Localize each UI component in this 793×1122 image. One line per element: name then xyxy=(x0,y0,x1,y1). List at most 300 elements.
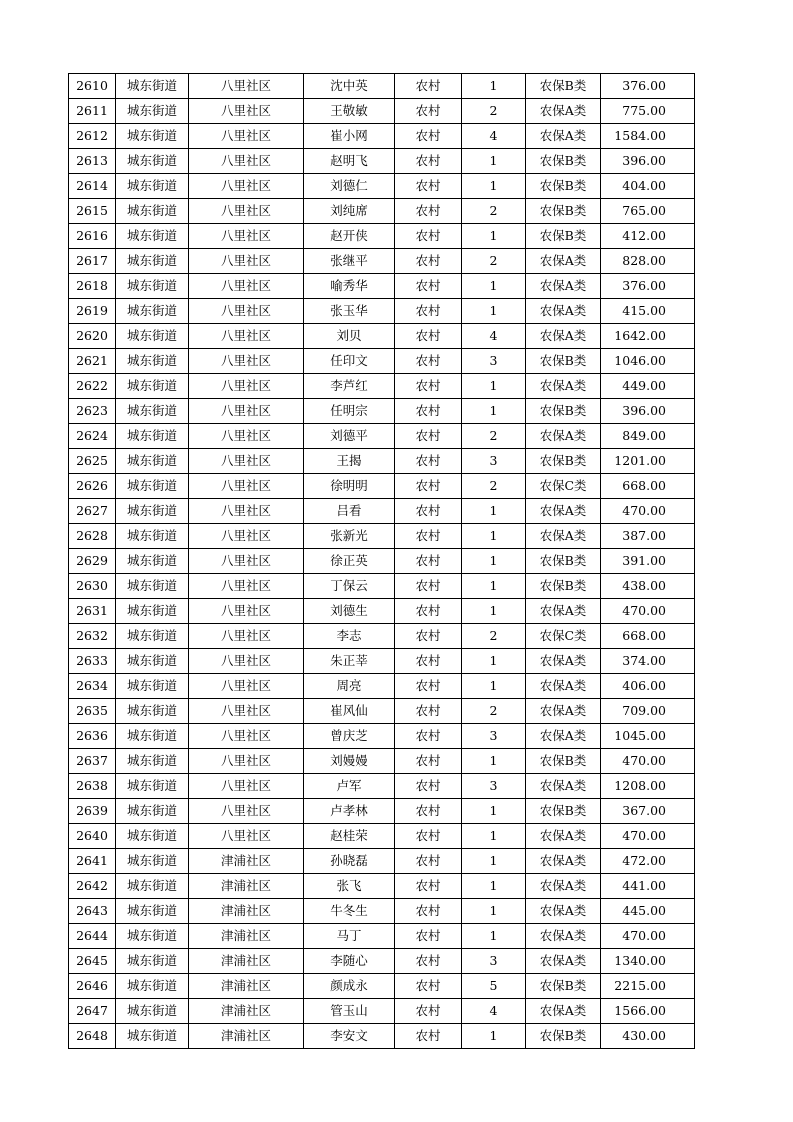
household-count-cell: 1 xyxy=(462,799,526,824)
street-cell: 城东街道 xyxy=(116,874,189,899)
area-type-cell: 农村 xyxy=(395,999,462,1024)
table-row xyxy=(69,424,695,449)
name-cell: 张新光 xyxy=(304,524,395,549)
name-cell: 崔风仙 xyxy=(304,699,395,724)
amount-cell: 406.00 xyxy=(601,674,695,699)
category-cell: 农保A类 xyxy=(526,499,601,524)
area-type-cell: 农村 xyxy=(395,199,462,224)
row-number: 2633 xyxy=(69,649,116,674)
name-cell: 李随心 xyxy=(304,949,395,974)
street-cell: 城东街道 xyxy=(116,599,189,624)
amount-cell: 449.00 xyxy=(601,374,695,399)
row-number: 2630 xyxy=(69,574,116,599)
name-cell: 颜成永 xyxy=(304,974,395,999)
area-type-cell: 农村 xyxy=(395,324,462,349)
row-number: 2637 xyxy=(69,749,116,774)
household-count-cell: 3 xyxy=(462,949,526,974)
row-number: 2615 xyxy=(69,199,116,224)
street-cell: 城东街道 xyxy=(116,574,189,599)
street-cell: 城东街道 xyxy=(116,99,189,124)
area-type-cell: 农村 xyxy=(395,499,462,524)
row-number: 2635 xyxy=(69,699,116,724)
amount-cell: 775.00 xyxy=(601,99,695,124)
street-cell: 城东街道 xyxy=(116,374,189,399)
area-type-cell: 农村 xyxy=(395,424,462,449)
category-cell: 农保B类 xyxy=(526,74,601,99)
community-cell: 津浦社区 xyxy=(189,874,304,899)
table-row xyxy=(69,999,695,1024)
name-cell: 徐明明 xyxy=(304,474,395,499)
street-cell: 城东街道 xyxy=(116,399,189,424)
household-count-cell: 4 xyxy=(462,324,526,349)
name-cell: 刘德生 xyxy=(304,599,395,624)
table-row xyxy=(69,324,695,349)
category-cell: 农保B类 xyxy=(526,224,601,249)
household-count-cell: 1 xyxy=(462,749,526,774)
table-row xyxy=(69,349,695,374)
community-cell: 八里社区 xyxy=(189,474,304,499)
area-type-cell: 农村 xyxy=(395,274,462,299)
row-number: 2623 xyxy=(69,399,116,424)
table-row xyxy=(69,549,695,574)
street-cell: 城东街道 xyxy=(116,474,189,499)
area-type-cell: 农村 xyxy=(395,649,462,674)
table-row xyxy=(69,849,695,874)
category-cell: 农保A类 xyxy=(526,599,601,624)
household-count-cell: 1 xyxy=(462,924,526,949)
community-cell: 八里社区 xyxy=(189,349,304,374)
area-type-cell: 农村 xyxy=(395,699,462,724)
amount-cell: 412.00 xyxy=(601,224,695,249)
category-cell: 农保B类 xyxy=(526,1024,601,1049)
amount-cell: 470.00 xyxy=(601,499,695,524)
community-cell: 八里社区 xyxy=(189,699,304,724)
amount-cell: 404.00 xyxy=(601,174,695,199)
area-type-cell: 农村 xyxy=(395,749,462,774)
community-cell: 八里社区 xyxy=(189,574,304,599)
street-cell: 城东街道 xyxy=(116,999,189,1024)
category-cell: 农保A类 xyxy=(526,774,601,799)
community-cell: 八里社区 xyxy=(189,499,304,524)
row-number: 2638 xyxy=(69,774,116,799)
area-type-cell: 农村 xyxy=(395,824,462,849)
street-cell: 城东街道 xyxy=(116,199,189,224)
area-type-cell: 农村 xyxy=(395,949,462,974)
row-number: 2636 xyxy=(69,724,116,749)
household-count-cell: 2 xyxy=(462,99,526,124)
area-type-cell: 农村 xyxy=(395,474,462,499)
area-type-cell: 农村 xyxy=(395,249,462,274)
category-cell: 农保A类 xyxy=(526,824,601,849)
amount-cell: 1208.00 xyxy=(601,774,695,799)
street-cell: 城东街道 xyxy=(116,349,189,374)
amount-cell: 470.00 xyxy=(601,749,695,774)
household-count-cell: 1 xyxy=(462,549,526,574)
area-type-cell: 农村 xyxy=(395,174,462,199)
row-number: 2626 xyxy=(69,474,116,499)
area-type-cell: 农村 xyxy=(395,674,462,699)
table-row xyxy=(69,299,695,324)
street-cell: 城东街道 xyxy=(116,74,189,99)
table-row xyxy=(69,724,695,749)
amount-cell: 668.00 xyxy=(601,474,695,499)
name-cell: 李芦红 xyxy=(304,374,395,399)
table-row xyxy=(69,824,695,849)
street-cell: 城东街道 xyxy=(116,124,189,149)
community-cell: 八里社区 xyxy=(189,824,304,849)
street-cell: 城东街道 xyxy=(116,549,189,574)
row-number: 2627 xyxy=(69,499,116,524)
row-number: 2631 xyxy=(69,599,116,624)
community-cell: 八里社区 xyxy=(189,124,304,149)
name-cell: 孙晓磊 xyxy=(304,849,395,874)
street-cell: 城东街道 xyxy=(116,974,189,999)
category-cell: 农保B类 xyxy=(526,799,601,824)
community-cell: 八里社区 xyxy=(189,149,304,174)
category-cell: 农保A类 xyxy=(526,849,601,874)
community-cell: 八里社区 xyxy=(189,524,304,549)
amount-cell: 1045.00 xyxy=(601,724,695,749)
household-count-cell: 4 xyxy=(462,999,526,1024)
amount-cell: 438.00 xyxy=(601,574,695,599)
name-cell: 王揭 xyxy=(304,449,395,474)
street-cell: 城东街道 xyxy=(116,824,189,849)
table-row xyxy=(69,699,695,724)
table-row xyxy=(69,174,695,199)
amount-cell: 472.00 xyxy=(601,849,695,874)
category-cell: 农保C类 xyxy=(526,624,601,649)
name-cell: 张飞 xyxy=(304,874,395,899)
category-cell: 农保A类 xyxy=(526,99,601,124)
amount-cell: 367.00 xyxy=(601,799,695,824)
area-type-cell: 农村 xyxy=(395,874,462,899)
amount-cell: 391.00 xyxy=(601,549,695,574)
table-row xyxy=(69,399,695,424)
row-number: 2639 xyxy=(69,799,116,824)
street-cell: 城东街道 xyxy=(116,724,189,749)
area-type-cell: 农村 xyxy=(395,774,462,799)
street-cell: 城东街道 xyxy=(116,699,189,724)
area-type-cell: 农村 xyxy=(395,74,462,99)
street-cell: 城东街道 xyxy=(116,224,189,249)
household-count-cell: 1 xyxy=(462,899,526,924)
household-count-cell: 3 xyxy=(462,724,526,749)
community-cell: 八里社区 xyxy=(189,624,304,649)
area-type-cell: 农村 xyxy=(395,374,462,399)
category-cell: 农保B类 xyxy=(526,199,601,224)
area-type-cell: 农村 xyxy=(395,599,462,624)
table-row xyxy=(69,974,695,999)
household-count-cell: 1 xyxy=(462,824,526,849)
community-cell: 津浦社区 xyxy=(189,949,304,974)
street-cell: 城东街道 xyxy=(116,899,189,924)
area-type-cell: 农村 xyxy=(395,299,462,324)
category-cell: 农保A类 xyxy=(526,699,601,724)
amount-cell: 396.00 xyxy=(601,149,695,174)
area-type-cell: 农村 xyxy=(395,124,462,149)
name-cell: 徐正英 xyxy=(304,549,395,574)
household-count-cell: 3 xyxy=(462,774,526,799)
table-row xyxy=(69,449,695,474)
area-type-cell: 农村 xyxy=(395,449,462,474)
table-row xyxy=(69,674,695,699)
table-row xyxy=(69,949,695,974)
household-count-cell: 1 xyxy=(462,574,526,599)
table-row xyxy=(69,99,695,124)
household-count-cell: 1 xyxy=(462,399,526,424)
name-cell: 喻秀华 xyxy=(304,274,395,299)
row-number: 2621 xyxy=(69,349,116,374)
household-count-cell: 1 xyxy=(462,849,526,874)
area-type-cell: 农村 xyxy=(395,524,462,549)
community-cell: 八里社区 xyxy=(189,774,304,799)
category-cell: 农保B类 xyxy=(526,349,601,374)
name-cell: 任印文 xyxy=(304,349,395,374)
household-count-cell: 1 xyxy=(462,224,526,249)
name-cell: 刘德平 xyxy=(304,424,395,449)
row-number: 2619 xyxy=(69,299,116,324)
community-cell: 八里社区 xyxy=(189,199,304,224)
community-cell: 八里社区 xyxy=(189,99,304,124)
amount-cell: 430.00 xyxy=(601,1024,695,1049)
community-cell: 八里社区 xyxy=(189,374,304,399)
name-cell: 朱正莘 xyxy=(304,649,395,674)
street-cell: 城东街道 xyxy=(116,799,189,824)
amount-cell: 470.00 xyxy=(601,824,695,849)
category-cell: 农保A类 xyxy=(526,649,601,674)
street-cell: 城东街道 xyxy=(116,624,189,649)
name-cell: 刘纯席 xyxy=(304,199,395,224)
table-row xyxy=(69,124,695,149)
community-cell: 八里社区 xyxy=(189,274,304,299)
category-cell: 农保A类 xyxy=(526,324,601,349)
name-cell: 李志 xyxy=(304,624,395,649)
name-cell: 张玉华 xyxy=(304,299,395,324)
household-count-cell: 1 xyxy=(462,599,526,624)
area-type-cell: 农村 xyxy=(395,799,462,824)
community-cell: 津浦社区 xyxy=(189,924,304,949)
household-count-cell: 5 xyxy=(462,974,526,999)
table-row xyxy=(69,874,695,899)
table-row xyxy=(69,899,695,924)
row-number: 2646 xyxy=(69,974,116,999)
table-row xyxy=(69,199,695,224)
category-cell: 农保A类 xyxy=(526,524,601,549)
row-number: 2648 xyxy=(69,1024,116,1049)
household-count-cell: 1 xyxy=(462,524,526,549)
row-number: 2628 xyxy=(69,524,116,549)
area-type-cell: 农村 xyxy=(395,974,462,999)
table-row xyxy=(69,499,695,524)
row-number: 2618 xyxy=(69,274,116,299)
household-count-cell: 2 xyxy=(462,624,526,649)
category-cell: 农保B类 xyxy=(526,574,601,599)
name-cell: 任明宗 xyxy=(304,399,395,424)
community-cell: 八里社区 xyxy=(189,399,304,424)
name-cell: 赵桂荣 xyxy=(304,824,395,849)
category-cell: 农保B类 xyxy=(526,149,601,174)
row-number: 2625 xyxy=(69,449,116,474)
row-number: 2641 xyxy=(69,849,116,874)
household-count-cell: 1 xyxy=(462,499,526,524)
amount-cell: 470.00 xyxy=(601,599,695,624)
street-cell: 城东街道 xyxy=(116,749,189,774)
row-number: 2644 xyxy=(69,924,116,949)
community-cell: 津浦社区 xyxy=(189,1024,304,1049)
table-row xyxy=(69,1024,695,1049)
table-row xyxy=(69,649,695,674)
data-table xyxy=(68,73,695,1049)
area-type-cell: 农村 xyxy=(395,549,462,574)
area-type-cell: 农村 xyxy=(395,724,462,749)
category-cell: 农保A类 xyxy=(526,949,601,974)
household-count-cell: 1 xyxy=(462,1024,526,1049)
name-cell: 刘嫚嫚 xyxy=(304,749,395,774)
community-cell: 八里社区 xyxy=(189,599,304,624)
category-cell: 农保A类 xyxy=(526,374,601,399)
street-cell: 城东街道 xyxy=(116,674,189,699)
community-cell: 八里社区 xyxy=(189,424,304,449)
community-cell: 八里社区 xyxy=(189,174,304,199)
street-cell: 城东街道 xyxy=(116,924,189,949)
name-cell: 周亮 xyxy=(304,674,395,699)
name-cell: 马丁 xyxy=(304,924,395,949)
category-cell: 农保A类 xyxy=(526,249,601,274)
table-row xyxy=(69,574,695,599)
area-type-cell: 农村 xyxy=(395,99,462,124)
table-row xyxy=(69,224,695,249)
community-cell: 八里社区 xyxy=(189,799,304,824)
household-count-cell: 3 xyxy=(462,449,526,474)
name-cell: 卢军 xyxy=(304,774,395,799)
street-cell: 城东街道 xyxy=(116,774,189,799)
table-row xyxy=(69,274,695,299)
name-cell: 牛冬生 xyxy=(304,899,395,924)
table-row xyxy=(69,474,695,499)
row-number: 2617 xyxy=(69,249,116,274)
area-type-cell: 农村 xyxy=(395,899,462,924)
row-number: 2629 xyxy=(69,549,116,574)
category-cell: 农保B类 xyxy=(526,399,601,424)
area-type-cell: 农村 xyxy=(395,224,462,249)
street-cell: 城东街道 xyxy=(116,249,189,274)
row-number: 2647 xyxy=(69,999,116,1024)
community-cell: 八里社区 xyxy=(189,449,304,474)
category-cell: 农保C类 xyxy=(526,474,601,499)
household-count-cell: 1 xyxy=(462,649,526,674)
category-cell: 农保A类 xyxy=(526,999,601,1024)
community-cell: 八里社区 xyxy=(189,324,304,349)
household-count-cell: 4 xyxy=(462,124,526,149)
area-type-cell: 农村 xyxy=(395,399,462,424)
table-row xyxy=(69,599,695,624)
community-cell: 八里社区 xyxy=(189,249,304,274)
table-row xyxy=(69,774,695,799)
area-type-cell: 农村 xyxy=(395,149,462,174)
community-cell: 八里社区 xyxy=(189,549,304,574)
amount-cell: 445.00 xyxy=(601,899,695,924)
community-cell: 八里社区 xyxy=(189,224,304,249)
category-cell: 农保A类 xyxy=(526,424,601,449)
name-cell: 管玉山 xyxy=(304,999,395,1024)
row-number: 2613 xyxy=(69,149,116,174)
amount-cell: 396.00 xyxy=(601,399,695,424)
table-row xyxy=(69,624,695,649)
street-cell: 城东街道 xyxy=(116,499,189,524)
row-number: 2643 xyxy=(69,899,116,924)
community-cell: 八里社区 xyxy=(189,649,304,674)
category-cell: 农保A类 xyxy=(526,899,601,924)
category-cell: 农保A类 xyxy=(526,724,601,749)
street-cell: 城东街道 xyxy=(116,274,189,299)
amount-cell: 376.00 xyxy=(601,274,695,299)
household-count-cell: 1 xyxy=(462,74,526,99)
amount-cell: 1340.00 xyxy=(601,949,695,974)
street-cell: 城东街道 xyxy=(116,149,189,174)
row-number: 2612 xyxy=(69,124,116,149)
name-cell: 崔小网 xyxy=(304,124,395,149)
street-cell: 城东街道 xyxy=(116,524,189,549)
community-cell: 津浦社区 xyxy=(189,899,304,924)
street-cell: 城东街道 xyxy=(116,424,189,449)
amount-cell: 387.00 xyxy=(601,524,695,549)
street-cell: 城东街道 xyxy=(116,849,189,874)
area-type-cell: 农村 xyxy=(395,349,462,374)
table-row xyxy=(69,524,695,549)
category-cell: 农保B类 xyxy=(526,749,601,774)
community-cell: 八里社区 xyxy=(189,749,304,774)
street-cell: 城东街道 xyxy=(116,949,189,974)
amount-cell: 1566.00 xyxy=(601,999,695,1024)
table-row xyxy=(69,799,695,824)
category-cell: 农保A类 xyxy=(526,674,601,699)
street-cell: 城东街道 xyxy=(116,299,189,324)
category-cell: 农保B类 xyxy=(526,449,601,474)
household-count-cell: 1 xyxy=(462,274,526,299)
row-number: 2620 xyxy=(69,324,116,349)
row-number: 2624 xyxy=(69,424,116,449)
name-cell: 王敬敏 xyxy=(304,99,395,124)
household-count-cell: 1 xyxy=(462,674,526,699)
household-count-cell: 3 xyxy=(462,349,526,374)
community-cell: 八里社区 xyxy=(189,74,304,99)
category-cell: 农保A类 xyxy=(526,299,601,324)
household-count-cell: 2 xyxy=(462,424,526,449)
amount-cell: 470.00 xyxy=(601,924,695,949)
amount-cell: 1201.00 xyxy=(601,449,695,474)
table-row xyxy=(69,749,695,774)
area-type-cell: 农村 xyxy=(395,924,462,949)
table-row xyxy=(69,374,695,399)
household-count-cell: 1 xyxy=(462,149,526,174)
amount-cell: 709.00 xyxy=(601,699,695,724)
community-cell: 八里社区 xyxy=(189,674,304,699)
community-cell: 津浦社区 xyxy=(189,849,304,874)
amount-cell: 415.00 xyxy=(601,299,695,324)
street-cell: 城东街道 xyxy=(116,449,189,474)
category-cell: 农保A类 xyxy=(526,874,601,899)
household-count-cell: 1 xyxy=(462,874,526,899)
category-cell: 农保A类 xyxy=(526,274,601,299)
area-type-cell: 农村 xyxy=(395,849,462,874)
area-type-cell: 农村 xyxy=(395,624,462,649)
name-cell: 吕看 xyxy=(304,499,395,524)
amount-cell: 374.00 xyxy=(601,649,695,674)
household-count-cell: 2 xyxy=(462,199,526,224)
category-cell: 农保B类 xyxy=(526,549,601,574)
name-cell: 沈中英 xyxy=(304,74,395,99)
row-number: 2610 xyxy=(69,74,116,99)
